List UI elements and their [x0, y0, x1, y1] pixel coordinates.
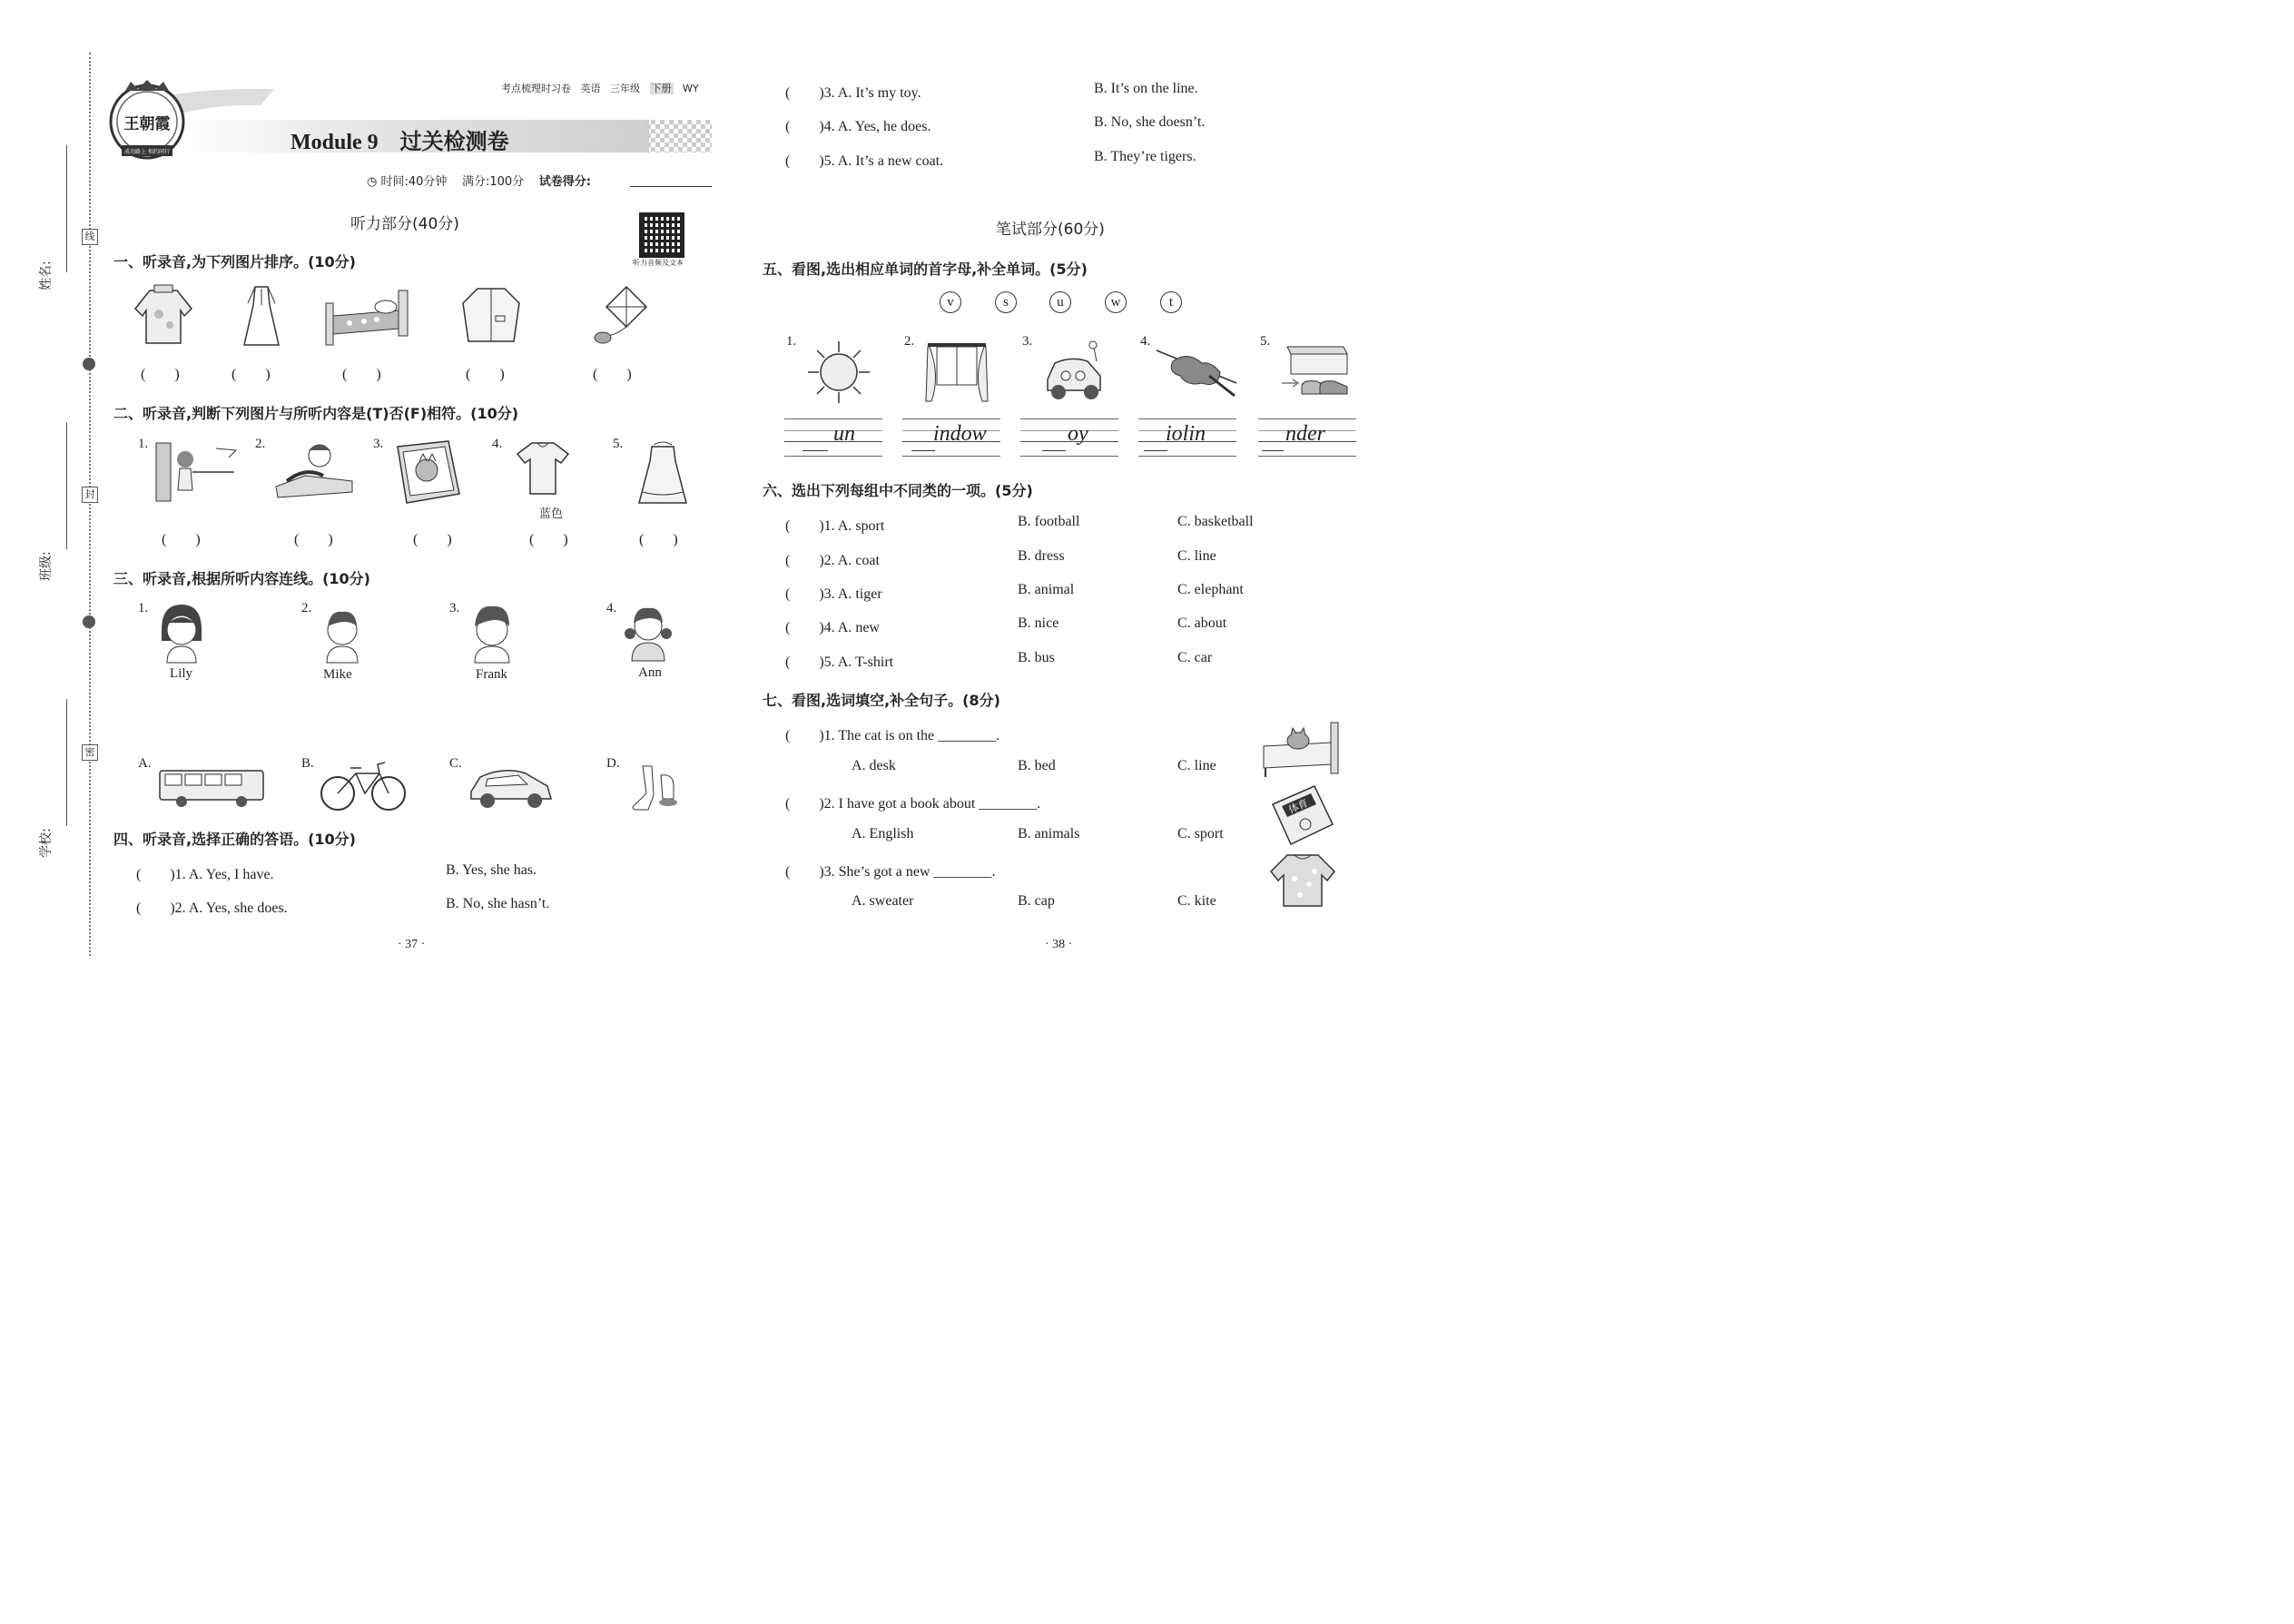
answer-blank[interactable]: ( )	[141, 367, 180, 382]
car-picture	[468, 763, 555, 812]
item-number: 3.	[449, 601, 460, 615]
s6-q5-b: B. bus	[1018, 650, 1055, 665]
writing-grid[interactable]	[1138, 418, 1236, 457]
sports-book-picture	[1265, 784, 1338, 850]
page-number-left: · 37 ·	[398, 938, 426, 951]
item-number: 3.	[373, 437, 384, 451]
solid-cut-line	[66, 145, 67, 272]
scissors-icon	[83, 615, 95, 628]
word-stem: oy	[1068, 422, 1088, 446]
s3-title: 三、听录音,根据所听内容连线。(10分)	[113, 570, 370, 587]
letter-choice[interactable]: u	[1049, 291, 1071, 313]
s7-q3-a: A. sweater	[852, 893, 914, 909]
lily-portrait	[156, 603, 207, 663]
person-name-frank: Frank	[476, 667, 507, 682]
shoes-under-box-picture	[1280, 340, 1351, 403]
name-label: 姓名:	[39, 261, 54, 290]
bike-picture	[320, 759, 407, 813]
word-stem: un	[833, 422, 855, 446]
series-label: 考点梳理时习卷	[501, 83, 571, 94]
answer-blank[interactable]: ( )	[342, 367, 381, 382]
answer-blank[interactable]: ( )	[529, 532, 568, 547]
s7-q1-a: A. desk	[852, 758, 896, 773]
answer-blank[interactable]: ( )	[639, 532, 678, 547]
answer-blank[interactable]: ( )	[231, 367, 271, 382]
s4-q2-b: B. No, she hasn’t.	[446, 896, 550, 911]
dress-picture	[239, 283, 284, 349]
letter-choice[interactable]: w	[1105, 291, 1127, 313]
animal-book-picture	[392, 439, 465, 508]
dotted-fold-line	[89, 53, 91, 956]
s6-q3[interactable]: ( )3. A. tiger	[785, 586, 882, 602]
binding-margin	[0, 0, 100, 999]
writing-heading: 笔试部分(60分)	[996, 221, 1105, 239]
s7-q2-a: A. English	[852, 826, 914, 842]
s6-q2-b: B. dress	[1018, 548, 1065, 564]
s4-q5-b: B. They’re tigers.	[1094, 149, 1196, 164]
item-number: 5.	[1260, 334, 1271, 349]
solid-cut-line	[66, 699, 67, 826]
s4-q1[interactable]: ( )1. A. Yes, I have.	[136, 867, 274, 882]
item-number: 1.	[138, 437, 149, 451]
dress-on-hanger-picture	[635, 439, 690, 508]
school-label: 学校:	[39, 828, 54, 858]
bed-picture	[322, 283, 413, 349]
class-label: 班级:	[39, 551, 54, 581]
listening-heading: 听力部分(40分)	[350, 215, 459, 233]
s4-q3-b: B. It’s on the line.	[1094, 81, 1198, 96]
answer-blank[interactable]: ( )	[413, 532, 452, 547]
s6-q3-c: C. elephant	[1177, 582, 1244, 597]
full-score: 满分:100分	[461, 175, 525, 189]
exam-info	[367, 172, 591, 189]
s6-q2-c: C. line	[1177, 548, 1216, 564]
s7-q2[interactable]: ( )2. I have got a book about ________.	[785, 796, 1041, 812]
writing-grid[interactable]	[1258, 418, 1356, 457]
writing-grid[interactable]	[784, 418, 882, 457]
s4-q2[interactable]: ( )2. A. Yes, she does.	[136, 901, 288, 916]
page-number-right: · 38 ·	[1045, 938, 1073, 951]
binding-mark-top: 线	[82, 229, 98, 245]
s1-title: 一、听录音,为下列图片排序。(10分)	[113, 253, 356, 271]
qr-caption: 听力音频及文本	[633, 259, 684, 267]
option-letter: B.	[301, 756, 314, 771]
ann-portrait	[623, 603, 674, 661]
score-label: 试卷得分:	[538, 175, 591, 189]
word-stem: iolin	[1166, 422, 1206, 446]
s7-q1[interactable]: ( )1. The cat is on the ________.	[785, 728, 1000, 743]
word-stem: indow	[933, 422, 987, 446]
qr-code[interactable]	[639, 212, 684, 258]
s6-q1[interactable]: ( )1. A. sport	[785, 518, 885, 534]
s4-q4-b: B. No, she doesn’t.	[1094, 114, 1206, 130]
s6-q1-b: B. football	[1018, 514, 1080, 529]
s4-q4[interactable]: ( )4. A. Yes, he does.	[785, 119, 931, 134]
writing-grid[interactable]	[1020, 418, 1118, 457]
item-number: 1.	[138, 601, 149, 615]
item-number: 2.	[904, 334, 915, 349]
page-title: Module 9 过关检测卷	[290, 131, 509, 154]
girl-drawing-line-picture	[153, 439, 243, 505]
book-label: 体育	[1286, 797, 1310, 816]
s4-q1-b: B. Yes, she has.	[446, 862, 537, 878]
s6-q4-b: B. nice	[1018, 615, 1059, 631]
score-field[interactable]	[630, 186, 712, 187]
word-stem: nder	[1285, 422, 1325, 446]
s6-q1-c: C. basketball	[1177, 514, 1254, 529]
s7-q2-b: B. animals	[1018, 826, 1080, 842]
person-name-mike: Mike	[323, 667, 352, 682]
answer-blank[interactable]: ( )	[593, 367, 632, 382]
time-limit: 时间:40分钟	[380, 175, 448, 189]
s6-q4[interactable]: ( )4. A. new	[785, 620, 880, 635]
sweater-picture-2	[1269, 851, 1336, 910]
s6-q2[interactable]: ( )2. A. coat	[785, 553, 880, 568]
item-number: 2.	[301, 601, 312, 615]
binding-mark-bot: 密	[82, 744, 98, 761]
answer-blank[interactable]: ( )	[294, 532, 333, 547]
brand-name: 王朝霞	[123, 115, 171, 133]
option-letter: A.	[138, 756, 152, 771]
s7-q1-b: B. bed	[1018, 758, 1056, 773]
s7-q3[interactable]: ( )3. She’s got a new ________.	[785, 864, 996, 880]
sweater-picture	[132, 283, 195, 347]
s7-q3-b: B. cap	[1018, 893, 1055, 909]
s6-q5[interactable]: ( )5. A. T-shirt	[785, 655, 894, 670]
s4-title: 四、听录音,选择正确的答语。(10分)	[113, 831, 356, 848]
frank-portrait	[468, 603, 517, 663]
answer-blank[interactable]: ( )	[466, 367, 505, 382]
answer-blank[interactable]: ( )	[162, 532, 201, 547]
binding-mark-mid: 封	[82, 487, 98, 503]
item-number: 2.	[255, 437, 266, 451]
letter-choice[interactable]: t	[1160, 291, 1182, 313]
s7-q1-c: C. line	[1177, 758, 1216, 773]
item-number: 4.	[606, 601, 617, 615]
solid-cut-line	[66, 422, 67, 549]
bus-picture	[156, 765, 267, 809]
cat-on-bed-picture	[1260, 719, 1344, 781]
item-number: 4.	[1140, 334, 1151, 349]
s6-title: 六、选出下列每组中不同类的一项。(5分)	[763, 482, 1033, 499]
person-name-lily: Lily	[170, 666, 192, 681]
window-picture	[924, 340, 989, 405]
item-number: 5.	[613, 437, 624, 451]
jacket-picture	[459, 283, 523, 347]
violin-picture	[1155, 341, 1238, 399]
s2-title: 二、听录音,判断下列图片与所听内容是(T)否(F)相符。(10分)	[113, 405, 519, 422]
edition-label: WY	[683, 83, 699, 94]
option-letter: D.	[606, 756, 620, 771]
s7-q3-c: C. kite	[1177, 893, 1216, 909]
option-letter: C.	[449, 756, 462, 771]
s4-q5[interactable]: ( )5. A. It’s a new coat.	[785, 153, 944, 169]
title-checker	[646, 120, 712, 153]
feet-walking-picture	[626, 763, 681, 813]
subject-label: 英语	[580, 83, 601, 94]
writing-grid[interactable]	[902, 418, 1000, 457]
term-label: 下册	[651, 83, 672, 94]
person-name-ann: Ann	[638, 665, 662, 680]
item-number: 3.	[1022, 334, 1033, 349]
mike-portrait	[320, 605, 365, 663]
boy-reading-picture	[269, 439, 359, 505]
s6-q5-c: C. car	[1177, 650, 1213, 665]
letter-choice[interactable]: s	[995, 291, 1017, 313]
letter-choice[interactable]: v	[940, 291, 961, 313]
scissors-icon	[83, 358, 95, 370]
item-number: 4.	[492, 437, 503, 451]
s4-q3[interactable]: ( )3. A. It’s my toy.	[785, 85, 921, 101]
brand-slogan: 成功路上 相约同行	[124, 149, 170, 155]
blue-color-label: 蓝色	[539, 507, 564, 521]
toy-car-picture	[1042, 340, 1108, 403]
clock-icon: ◷	[367, 175, 378, 189]
s7-title: 七、看图,选词填空,补全句子。(8分)	[763, 692, 1000, 709]
item-number: 1.	[786, 334, 797, 349]
header-meta	[501, 81, 699, 95]
s7-q2-c: C. sport	[1177, 826, 1224, 842]
sun-picture	[806, 340, 871, 405]
kite-picture	[590, 283, 654, 349]
s5-title: 五、看图,选出相应单词的首字母,补全单词。(5分)	[763, 261, 1088, 278]
s6-q4-c: C. about	[1177, 615, 1227, 631]
s6-q3-b: B. animal	[1018, 582, 1075, 597]
tshirt-picture	[516, 441, 570, 496]
grade-label: 三年级	[610, 83, 640, 94]
